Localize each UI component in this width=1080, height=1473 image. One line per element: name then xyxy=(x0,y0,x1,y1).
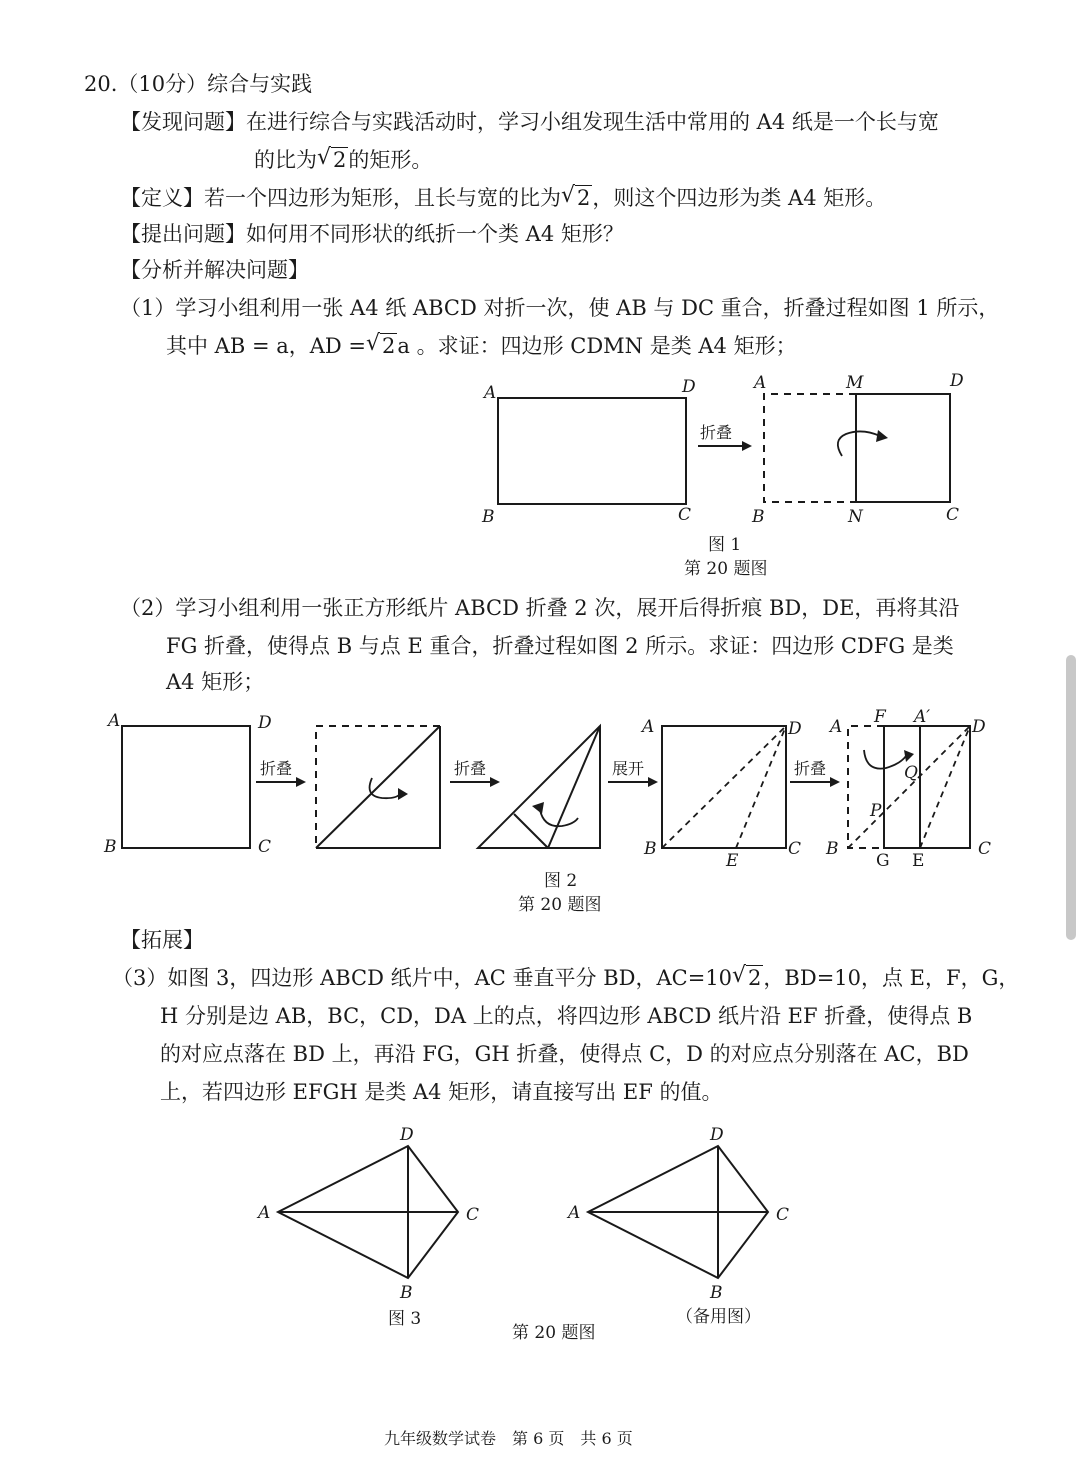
fig1r-label-A: A xyxy=(754,373,767,393)
fig2-triangle xyxy=(478,726,600,848)
fig3-label-C: C xyxy=(466,1205,480,1225)
fig2-sq5-A: A xyxy=(830,717,843,737)
figure-1 xyxy=(470,370,1000,530)
fig2-sq5-Q: Q xyxy=(904,763,918,783)
fig2-arrowhead3 xyxy=(648,777,658,787)
analyze-label: 【分析并解决问题】 xyxy=(120,258,309,282)
fig2-sq4-D: D xyxy=(788,719,802,739)
fig2-sq5-G: G xyxy=(876,851,890,871)
fig2-square-1 xyxy=(122,726,250,848)
fig2-sq5-B: B xyxy=(826,839,839,859)
discover-line2 xyxy=(254,146,432,174)
fig2-sq1-A: A xyxy=(108,711,121,731)
extend-line4: 上，若四边形 EFGH 是类 A4 矩形，请直接写出 EF 的值。 xyxy=(160,1080,723,1104)
fig1-arrowhead xyxy=(742,441,752,451)
sqrt-radicand: 2 xyxy=(382,334,396,358)
fig2-sq1-B: B xyxy=(104,837,117,857)
fig1-subcaption: 第 20 题图 xyxy=(684,559,768,579)
define-text-pre: 若一个四边形为矩形，且长与宽的比为 xyxy=(204,186,561,210)
fig2-arrow4-label: 折叠 xyxy=(794,759,827,778)
fig2-sq4-crease-DE xyxy=(736,726,786,848)
part1-line2-post: a 。求证：四边形 CDMN 是类 A4 矩形； xyxy=(397,334,797,358)
figure-2 xyxy=(100,706,1000,876)
fig3-spare-label-B: B xyxy=(710,1283,723,1303)
fig1r-label-N: N xyxy=(848,507,863,527)
fig1-fold-curve xyxy=(838,431,880,456)
fig1-folded-rect xyxy=(856,394,950,502)
define-line xyxy=(120,184,886,212)
fig2-arrow3-label: 展开 xyxy=(612,759,645,778)
fig2-sq2-diagonal xyxy=(316,726,440,848)
fig2-arrow1-label: 折叠 xyxy=(260,759,293,778)
extend-line2: H 分别是边 AB，BC，CD，DA 上的点，将四边形 ABCD 纸片沿 EF 折叠，使得点 B xyxy=(160,1004,973,1028)
fig1-caption: 图 1 xyxy=(708,535,742,555)
ask-line xyxy=(120,220,624,248)
discover-line1 xyxy=(120,108,939,136)
discover-label: 【发现问题】 xyxy=(120,110,246,134)
extend-line1-pre: （3）如图 3，四边形 ABCD 纸片中，AC 垂直平分 BD，AC=10 xyxy=(112,966,733,990)
fig2-sq5-fold-arrowhead xyxy=(904,750,914,762)
extend-line1-post: ，BD=10，点 E，F，G， xyxy=(763,966,1020,990)
extend-label: 【拓展】 xyxy=(120,928,204,952)
fig2-sq5-A-prime: A′ xyxy=(914,707,931,727)
fig2-arrowhead4 xyxy=(830,777,840,787)
fig3-spare-label-C: C xyxy=(776,1205,790,1225)
fig3-spare-label-A: A xyxy=(568,1203,581,1223)
fig2-arrow2-label: 折叠 xyxy=(454,759,487,778)
fig3-spare-label-D: D xyxy=(710,1125,724,1145)
fig2-sq2-fold-arrowhead xyxy=(398,788,408,800)
fig2-sq1-C: C xyxy=(258,837,272,857)
extend-line1 xyxy=(112,964,1019,992)
fig2-sq5-E: E xyxy=(912,851,925,871)
fig2-tri-fold-line xyxy=(548,726,600,848)
fig2-sq4-crease-BD xyxy=(662,726,786,848)
fig2-sq4-E: E xyxy=(726,851,739,871)
sqrt-symbol: √ 2 xyxy=(561,183,591,210)
sqrt-radicand: 2 xyxy=(577,186,591,210)
fig1-arrow-label: 折叠 xyxy=(700,423,733,442)
part1-line2 xyxy=(166,332,797,360)
fig1-label-D: D xyxy=(682,377,696,397)
part2-line1: （2）学习小组利用一张正方形纸片 ABCD 折叠 2 次，展开后得折痕 BD，DE，再将其沿 xyxy=(120,596,960,620)
problem-number: 20. xyxy=(84,72,118,96)
fig1-a4-rect xyxy=(498,398,686,504)
fig2-caption: 图 2 xyxy=(544,871,578,891)
fig2-sq5-crease-DE xyxy=(920,726,970,848)
fig2-sq4-A: A xyxy=(642,717,655,737)
fig1-label-C: C xyxy=(678,505,692,525)
problem-title: 综合与实践 xyxy=(207,72,313,96)
figure-3 xyxy=(250,1120,810,1310)
fig1r-label-C: C xyxy=(946,505,960,525)
ask-label: 【提出问题】 xyxy=(120,222,246,246)
sqrt-radicand: 2 xyxy=(748,966,762,990)
scrollbar-thumb[interactable] xyxy=(1066,655,1076,940)
fig1r-label-B: B xyxy=(752,507,765,527)
page-footer: 九年级数学试卷 第 6 页 共 6 页 xyxy=(384,1429,633,1448)
fig3-spare-caption: （备用图） xyxy=(676,1307,761,1327)
fig2-sq1-D: D xyxy=(258,713,272,733)
fig3-label-D: D xyxy=(400,1125,414,1145)
part2-line2: FG 折叠，使得点 B 与点 E 重合，折叠过程如图 2 所示。求证：四边形 CDFG 是类 xyxy=(166,634,954,658)
fig1r-label-M: M xyxy=(846,373,864,393)
part1-line2-pre: 其中 AB = a，AD = xyxy=(166,334,367,358)
part2-line3: A4 矩形； xyxy=(166,670,265,694)
fig3-subcaption: 第 20 题图 xyxy=(512,1323,596,1343)
fig1r-label-D: D xyxy=(950,371,964,391)
fig2-subcaption: 第 20 题图 xyxy=(518,895,602,915)
discover-text2-post: 的矩形。 xyxy=(348,148,433,172)
ask-text: 如何用不同形状的纸折一个类 A4 矩形？ xyxy=(246,222,624,246)
problem-points: （10分） xyxy=(117,72,208,96)
part1-line1: （1）学习小组利用一张 A4 纸 ABCD 对折一次，使 AB 与 DC 重合，折叠过程如图 1 所示， xyxy=(120,296,1000,320)
fig1-label-B: B xyxy=(482,507,495,527)
fig3-label-B: B xyxy=(400,1283,413,1303)
problem-header xyxy=(84,70,312,98)
fig1-dashed-half xyxy=(764,394,856,502)
fig2-sq4-B: B xyxy=(644,839,657,859)
fig2-sq5-C: C xyxy=(978,839,992,859)
fig2-sq5-rect xyxy=(884,726,970,848)
fig2-tri-fold-arrowhead xyxy=(532,802,544,814)
extend-line3: 的对应点落在 BD 上，再沿 FG，GH 折叠，使得点 C，D 的对应点分别落在 AC，BD xyxy=(160,1042,969,1066)
discover-text1: 在进行综合与实践活动时，学习小组发现生活中常用的 A4 纸是一个长与宽 xyxy=(246,110,939,134)
fig2-sq5-D: D xyxy=(972,717,986,737)
fig2-sq5-crease-BD xyxy=(848,726,970,848)
fig3-caption: 图 3 xyxy=(388,1309,422,1329)
define-text-post: ，则这个四边形为类 A4 矩形。 xyxy=(592,186,887,210)
fig2-sq5-F: F xyxy=(874,707,886,727)
sqrt-symbol: √ 2 xyxy=(366,331,396,358)
sqrt-radicand: 2 xyxy=(333,148,347,172)
fig1-fold-arrowhead xyxy=(876,430,888,442)
fig3-label-A: A xyxy=(258,1203,271,1223)
fig2-arrowhead2 xyxy=(490,777,500,787)
define-label: 【定义】 xyxy=(120,186,204,210)
fig2-sq5-P: P xyxy=(870,801,882,821)
discover-text2-pre: 的比为 xyxy=(254,148,317,172)
fig2-arrowhead1 xyxy=(296,777,306,787)
fig1-label-A: A xyxy=(484,383,497,403)
sqrt-symbol: √ 2 xyxy=(732,963,762,990)
fig2-sq4-C: C xyxy=(788,839,802,859)
sqrt-symbol: √ 2 xyxy=(317,145,347,172)
